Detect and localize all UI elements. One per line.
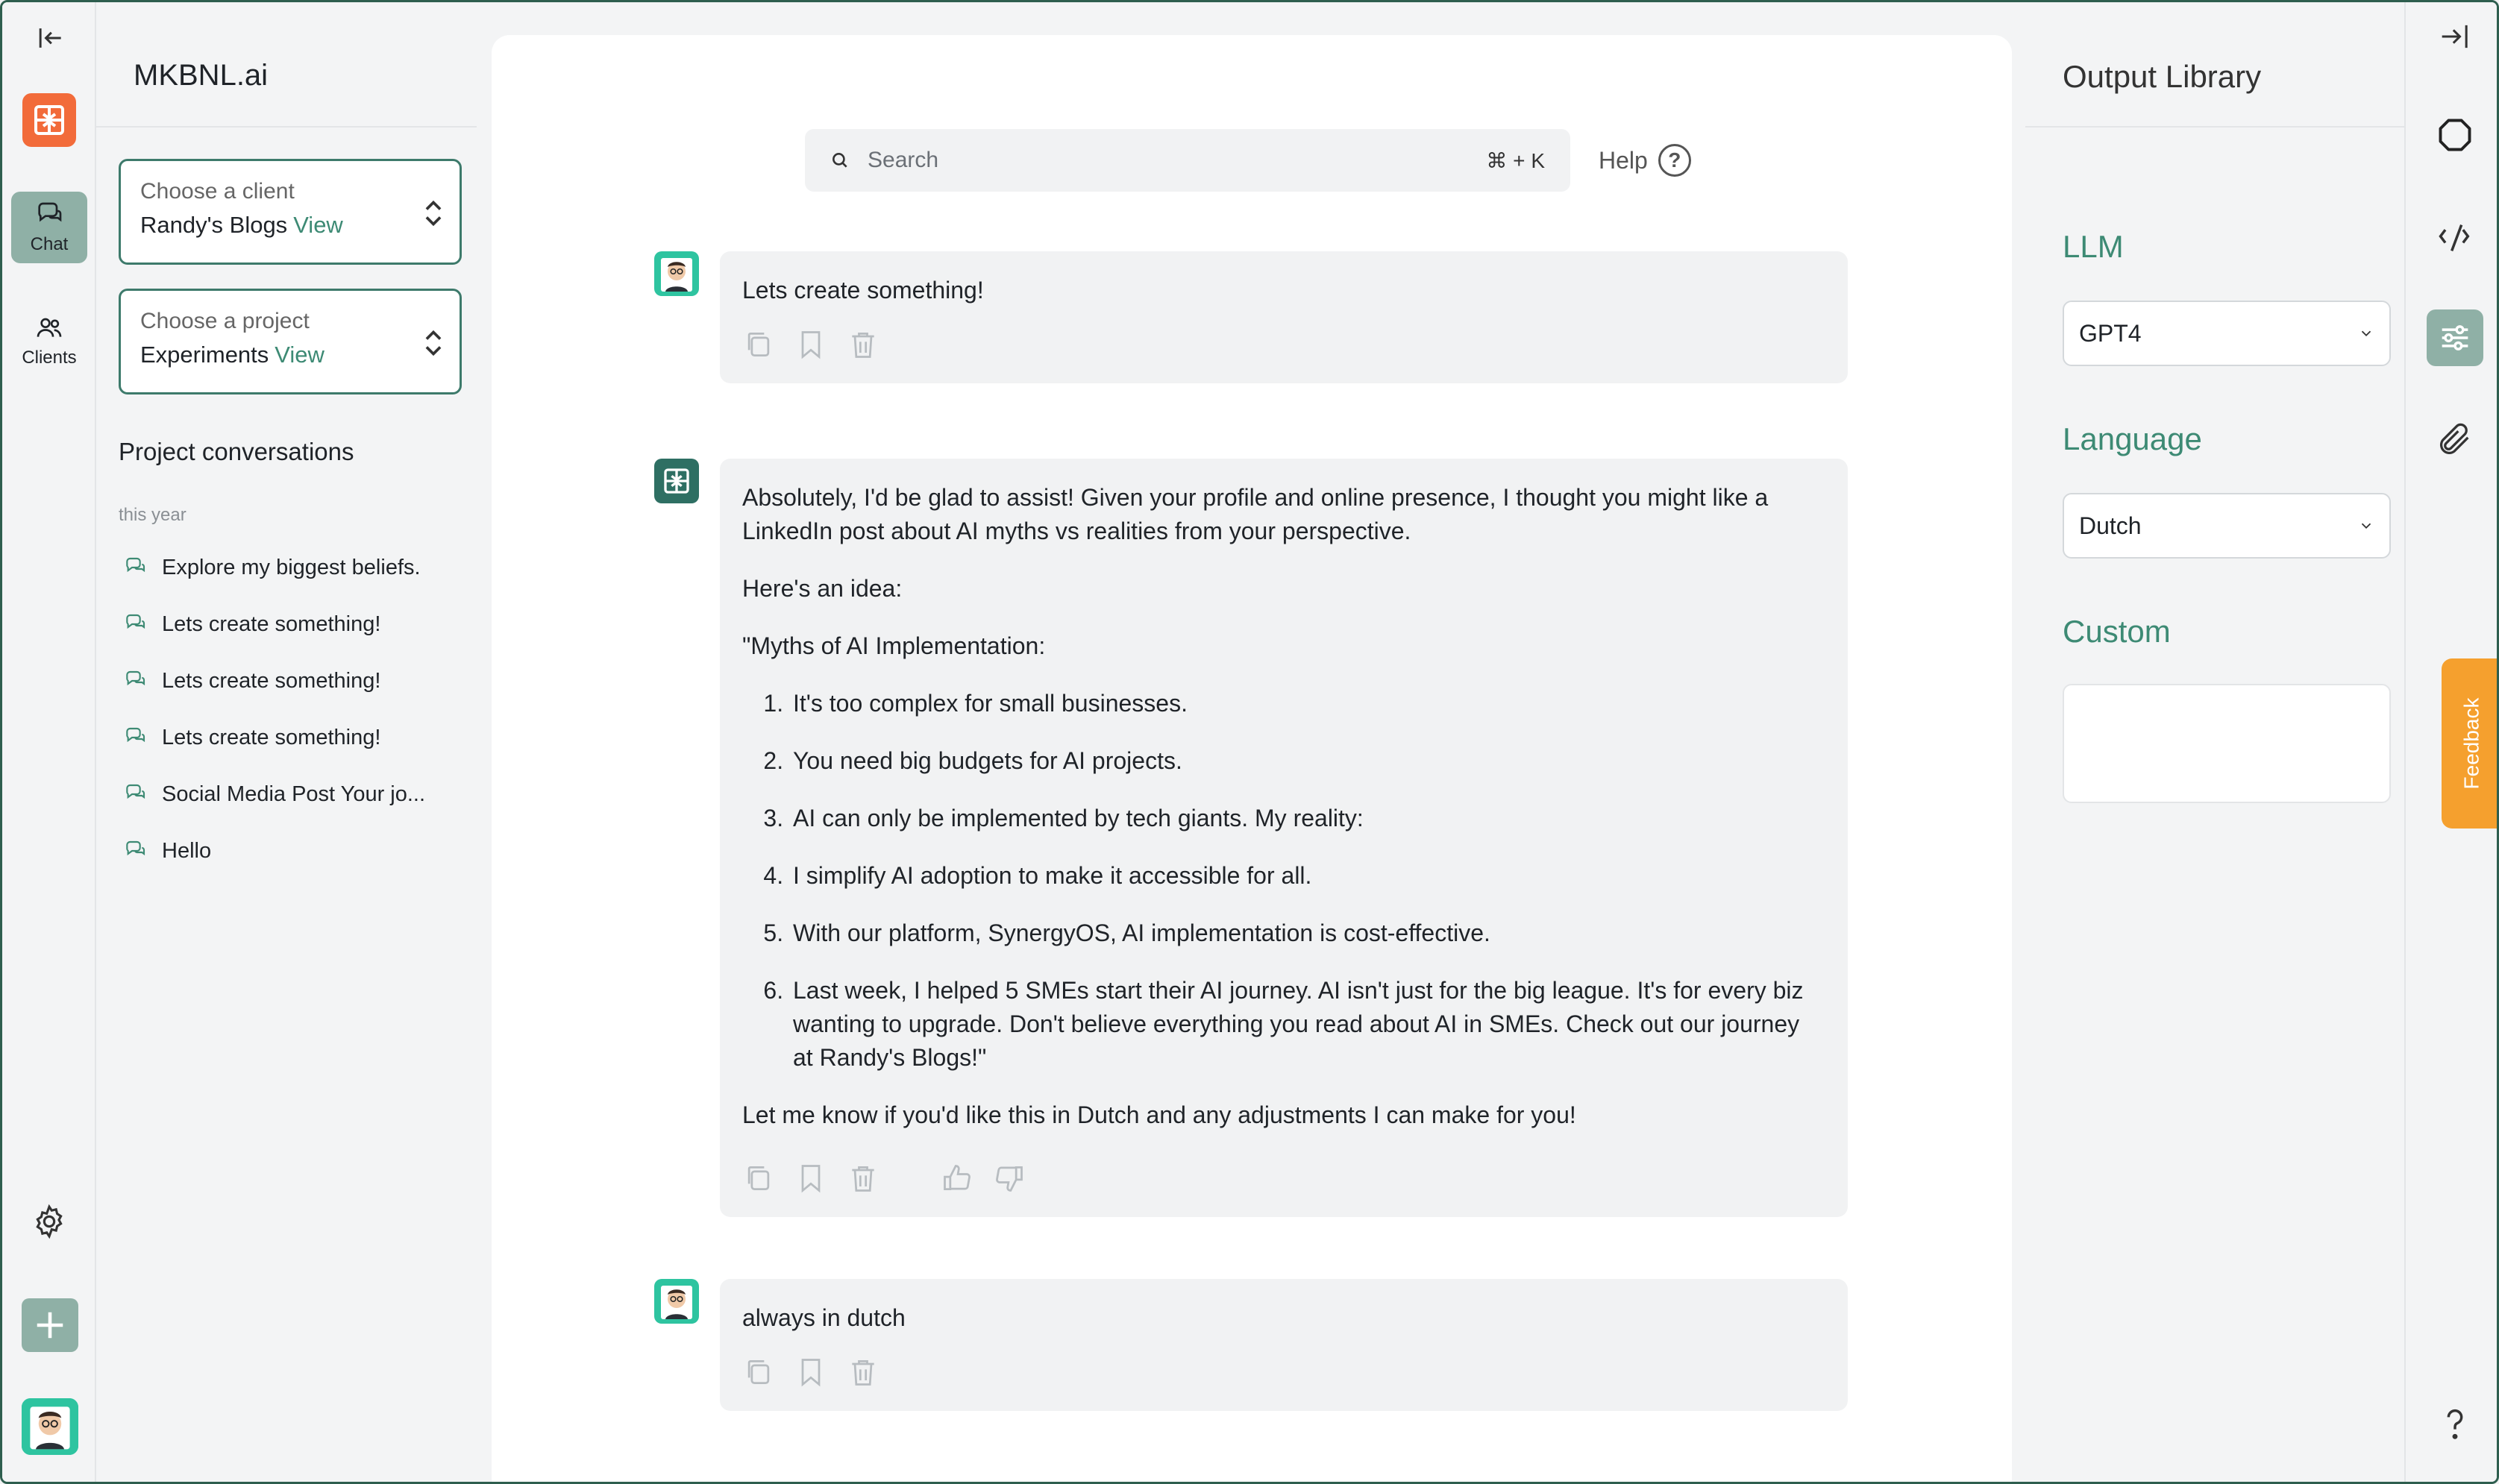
divider	[2025, 126, 2404, 128]
custom-label: Custom	[2063, 614, 2171, 649]
chat-panel	[492, 35, 2012, 1484]
message-actions	[742, 1162, 1825, 1195]
message-bubble	[720, 251, 1848, 383]
conversation-item[interactable]	[123, 832, 211, 870]
conversation-title: Lets create something!	[162, 668, 381, 693]
message-text: always in dutch	[742, 1304, 906, 1331]
list-item: 4. I simplify AI adoption to make it accessible for all.	[790, 859, 1825, 893]
collapse-right-icon	[2436, 17, 2474, 56]
sliders-icon	[2436, 318, 2474, 357]
user-avatar	[654, 1279, 699, 1324]
brand-title: MKBNL.ai	[134, 59, 269, 92]
copy-icon[interactable]	[742, 1162, 775, 1195]
conversation-title: Lets create something!	[162, 611, 381, 636]
llm-label: LLM	[2063, 229, 2124, 264]
user-face-icon	[654, 1279, 699, 1324]
plus-icon	[33, 1308, 67, 1342]
rail-item-clients[interactable]	[11, 305, 87, 377]
feedback-label: Feedback	[2459, 697, 2483, 790]
divider	[96, 126, 477, 128]
language-value: Dutch	[2079, 512, 2142, 539]
project-picker[interactable]	[119, 289, 462, 394]
client-picker[interactable]	[119, 159, 462, 265]
message-text: Lets create something!	[742, 277, 984, 304]
custom-input[interactable]	[2063, 684, 2391, 803]
rail-item-label: Clients	[22, 348, 77, 368]
code-slash-icon	[2436, 218, 2474, 257]
logo-icon	[31, 102, 67, 138]
user-avatar	[654, 251, 699, 296]
conversation-item[interactable]	[123, 662, 380, 699]
help-icon: ?	[1658, 144, 1691, 177]
project-picker-label: Choose a project	[140, 309, 310, 333]
conversation-title: Explore my biggest beliefs.	[162, 555, 421, 579]
language-label: Language	[2063, 421, 2202, 456]
users-icon	[34, 313, 64, 343]
message-actions	[742, 1356, 1825, 1389]
search-icon	[830, 151, 850, 170]
client-picker-value	[140, 212, 440, 239]
octagon-icon	[2436, 116, 2474, 154]
sidebar	[96, 2, 477, 1482]
question-icon	[2436, 1404, 2474, 1443]
copy-icon[interactable]	[742, 328, 775, 361]
code-tool-button[interactable]	[2427, 210, 2483, 266]
user-avatar[interactable]	[22, 1398, 78, 1455]
message-bubble	[720, 459, 1848, 1217]
assistant-logo-icon	[662, 466, 692, 496]
language-select[interactable]	[2063, 493, 2391, 559]
client-picker-label: Choose a client	[140, 179, 295, 204]
feedback-tab[interactable]	[2442, 658, 2499, 829]
message-idea: Here's an idea:	[742, 575, 903, 602]
collapse-sidebar-icon[interactable]	[34, 22, 66, 54]
assistant-avatar	[654, 459, 699, 503]
project-name: Experiments	[140, 342, 269, 368]
settings-panel	[2025, 2, 2404, 1482]
paperclip-icon	[2436, 420, 2474, 459]
chevron-down-icon	[2358, 325, 2374, 342]
user-face-icon	[22, 1398, 78, 1455]
chevron-up-down-icon	[424, 198, 443, 228]
project-picker-value	[140, 342, 440, 368]
client-name: Randy's Blogs	[140, 212, 288, 238]
left-rail	[2, 2, 96, 1482]
shape-tool-button[interactable]	[2427, 107, 2483, 163]
message-outro: Let me know if you'd like this in Dutch and any adjustments I can make for you!	[742, 1101, 1576, 1128]
client-view-link[interactable]: View	[293, 212, 343, 238]
trash-icon[interactable]	[847, 328, 879, 361]
conversation-item[interactable]	[123, 719, 380, 756]
message-bubble	[720, 1279, 1848, 1411]
chat-bubble-icon	[123, 669, 147, 693]
list-item: 3. AI can only be implemented by tech giants. My reality:	[790, 802, 1825, 835]
message-quote-title: "Myths of AI Implementation:	[742, 632, 1046, 659]
trash-icon[interactable]	[847, 1162, 879, 1195]
bookmark-icon[interactable]	[794, 1356, 827, 1389]
conversation-title: Lets create something!	[162, 725, 381, 749]
settings-sliders-button[interactable]	[2427, 309, 2483, 366]
panel-title: Output Library	[2063, 59, 2262, 94]
search-bar[interactable]	[805, 129, 1570, 192]
chat-icon	[34, 200, 64, 230]
bookmark-icon[interactable]	[794, 328, 827, 361]
period-label: this year	[119, 505, 186, 525]
settings-gear-icon[interactable]	[31, 1203, 68, 1240]
new-chat-button[interactable]	[22, 1298, 78, 1352]
list-item: 6. Last week, I helped 5 SMEs start their AI journey. AI isn't just for the big league. It's for every biz wanting to upgrade. Don't believe everything you read about AI in SMEs. Check out our journey at Randy's Blogs!"	[790, 974, 1825, 1075]
conversation-title: Hello	[162, 838, 212, 863]
attach-button[interactable]	[2427, 411, 2483, 468]
conversations-heading: Project conversations	[119, 438, 354, 465]
message-actions	[742, 328, 1825, 361]
conversation-item[interactable]	[123, 606, 380, 643]
user-face-icon	[654, 251, 699, 296]
help-question-button[interactable]	[2427, 1395, 2483, 1452]
chat-bubble-icon	[123, 612, 147, 636]
list-item: 5. With our platform, SynergyOS, AI implementation is cost-effective.	[790, 917, 1825, 950]
search-shortcut: ⌘ + K	[1486, 148, 1545, 172]
rail-item-chat[interactable]	[11, 192, 87, 263]
copy-icon[interactable]	[742, 1356, 775, 1389]
message-intro: Absolutely, I'd be glad to assist! Given your profile and online presence, I thought you might like a LinkedIn post about AI myths vs realities from your perspective.	[742, 484, 1769, 544]
app-logo[interactable]	[22, 93, 76, 147]
chevron-up-down-icon	[424, 328, 443, 358]
trash-icon[interactable]	[847, 1356, 879, 1389]
chat-bubble-icon	[123, 556, 147, 579]
message-list	[790, 687, 1825, 1075]
llm-select[interactable]	[2063, 301, 2391, 366]
conversation-item[interactable]	[123, 549, 421, 586]
list-item: 1. It's too complex for small businesses.	[790, 687, 1825, 720]
collapse-panel-button[interactable]	[2427, 8, 2483, 65]
thumbs-down-icon[interactable]	[993, 1162, 1026, 1195]
rail-item-label: Chat	[30, 234, 69, 254]
search-placeholder: Search	[868, 148, 939, 172]
thumbs-up-icon[interactable]	[941, 1162, 973, 1195]
chat-bubble-icon	[123, 839, 147, 863]
list-item: 2. You need big budgets for AI projects.	[790, 744, 1825, 778]
conversation-title: Social Media Post Your jo...	[162, 782, 426, 806]
bookmark-icon[interactable]	[794, 1162, 827, 1195]
llm-value: GPT4	[2079, 319, 2142, 347]
project-view-link[interactable]: View	[275, 342, 324, 368]
conversation-item[interactable]	[123, 776, 425, 813]
chat-bubble-icon	[123, 726, 147, 749]
chevron-down-icon	[2358, 518, 2374, 534]
help-button[interactable]	[1599, 144, 1691, 177]
chat-bubble-icon	[123, 782, 147, 806]
help-label: Help	[1599, 146, 1648, 174]
